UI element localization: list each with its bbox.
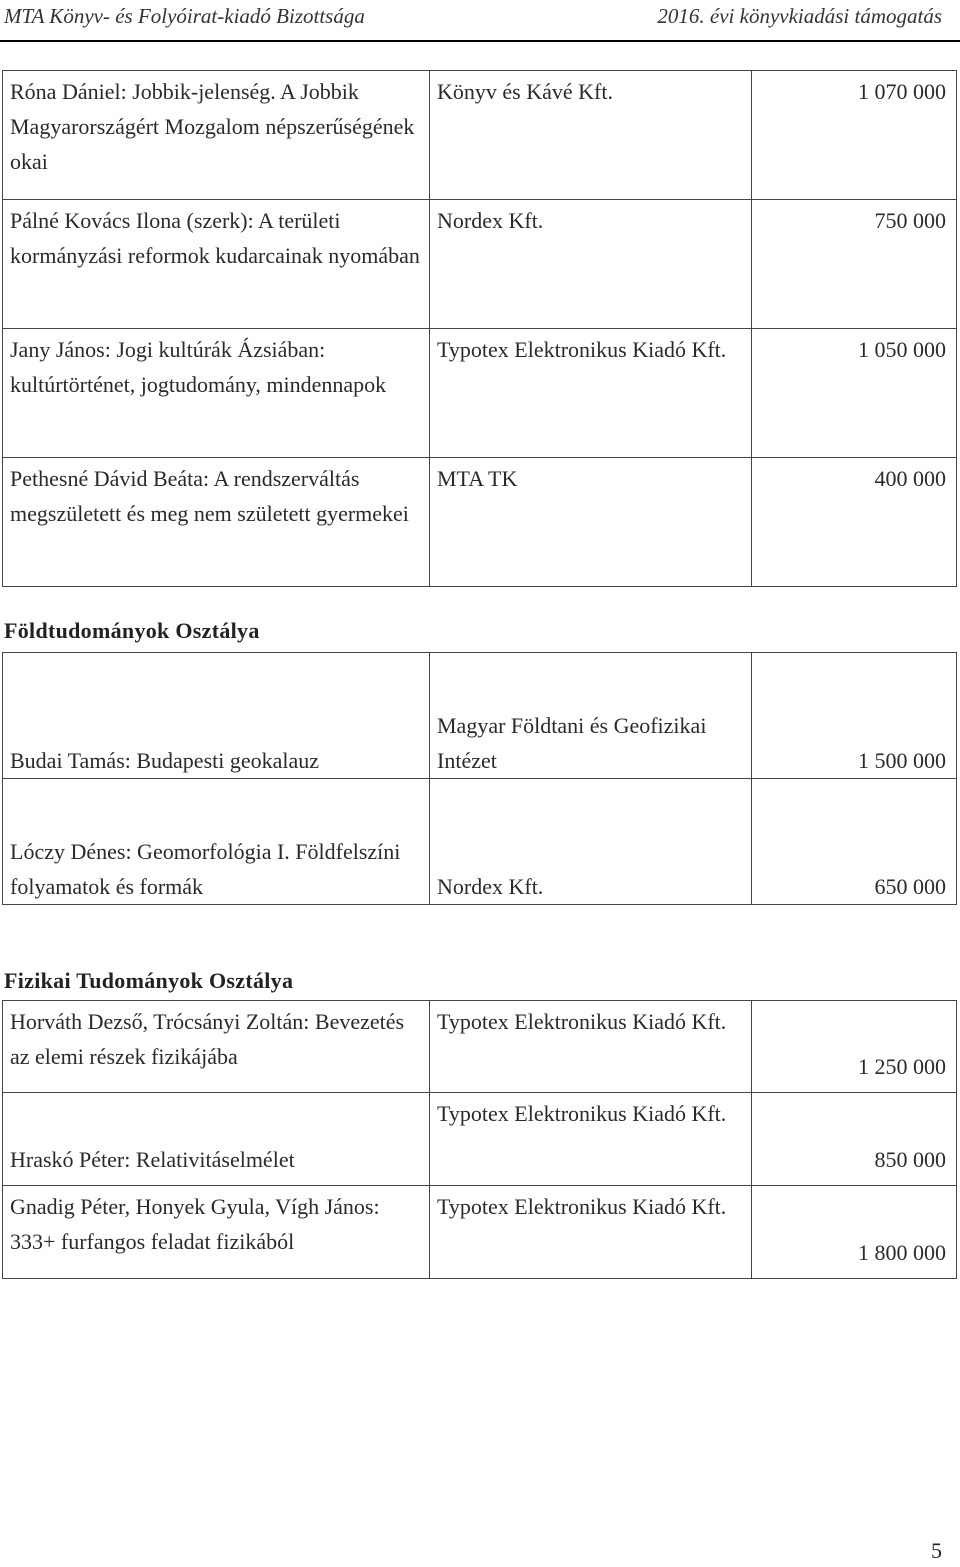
grants-table-social-sciences xyxy=(2,70,957,587)
section-heading-earth-sciences: Földtudományok Osztálya xyxy=(4,618,260,643)
table-row xyxy=(3,458,957,587)
publisher: Nordex Kft. xyxy=(430,200,752,329)
header-committee-name: MTA Könyv- és Folyóirat-kiadó Bizottsága xyxy=(4,4,365,28)
grants-table-earth-sciences xyxy=(2,652,957,905)
publisher: Typotex Elektronikus Kiadó Kft. xyxy=(430,1186,752,1279)
book-title: Lóczy Dénes: Geomorfológia I. Földfelszíni folyamatok és formák xyxy=(3,779,430,905)
table-row xyxy=(3,71,957,200)
book-title: Gnadig Péter, Honyek Gyula, Vígh János: 333+ furfangos feladat fizikából xyxy=(3,1186,430,1279)
grant-amount: 1 070 000 xyxy=(752,71,957,200)
grant-amount: 650 000 xyxy=(752,779,957,905)
book-title: Pethesné Dávid Beáta: A rendszerváltás megszületett és meg nem született gyermekei xyxy=(3,458,430,587)
grant-amount: 750 000 xyxy=(752,200,957,329)
publisher: Typotex Elektronikus Kiadó Kft. xyxy=(430,329,752,458)
publisher: Könyv és Kávé Kft. xyxy=(430,71,752,200)
publisher: Typotex Elektronikus Kiadó Kft. xyxy=(430,1093,752,1186)
grant-amount: 1 250 000 xyxy=(752,1001,957,1093)
grant-amount: 1 500 000 xyxy=(752,653,957,779)
grant-amount: 1 800 000 xyxy=(752,1186,957,1279)
grant-amount: 1 050 000 xyxy=(752,329,957,458)
book-title: Horváth Dezső, Trócsányi Zoltán: Bevezetés az elemi részek fizikájába xyxy=(3,1001,430,1093)
header-year-title: 2016. évi könyvkiadási támogatás xyxy=(657,4,942,28)
book-title: Jany János: Jogi kultúrák Ázsiában: kultúrtörténet, jogtudomány, mindennapok xyxy=(3,329,430,458)
table-row xyxy=(3,1001,957,1093)
page-number: 5 xyxy=(931,1538,942,1563)
table-row xyxy=(3,653,957,779)
page-header xyxy=(0,0,960,42)
grants-table-physical-sciences xyxy=(2,1000,957,1279)
book-title: Hraskó Péter: Relativitáselmélet xyxy=(3,1093,430,1186)
table-row xyxy=(3,1186,957,1279)
publisher: Nordex Kft. xyxy=(430,779,752,905)
table-row xyxy=(3,779,957,905)
book-title: Róna Dániel: Jobbik-jelenség. A Jobbik Magyarországért Mozgalom népszerűségének okai xyxy=(3,71,430,200)
book-title: Pálné Kovács Ilona (szerk): A területi kormányzási reformok kudarcainak nyomában xyxy=(3,200,430,329)
publisher: MTA TK xyxy=(430,458,752,587)
table-row xyxy=(3,329,957,458)
publisher: Typotex Elektronikus Kiadó Kft. xyxy=(430,1001,752,1093)
table-row xyxy=(3,200,957,329)
section-heading-physical-sciences: Fizikai Tudományok Osztálya xyxy=(4,968,294,993)
grant-amount: 850 000 xyxy=(752,1093,957,1186)
publisher: Magyar Földtani és Geofizikai Intézet xyxy=(430,653,752,779)
book-title: Budai Tamás: Budapesti geokalauz xyxy=(3,653,430,779)
table-row xyxy=(3,1093,957,1186)
grant-amount: 400 000 xyxy=(752,458,957,587)
